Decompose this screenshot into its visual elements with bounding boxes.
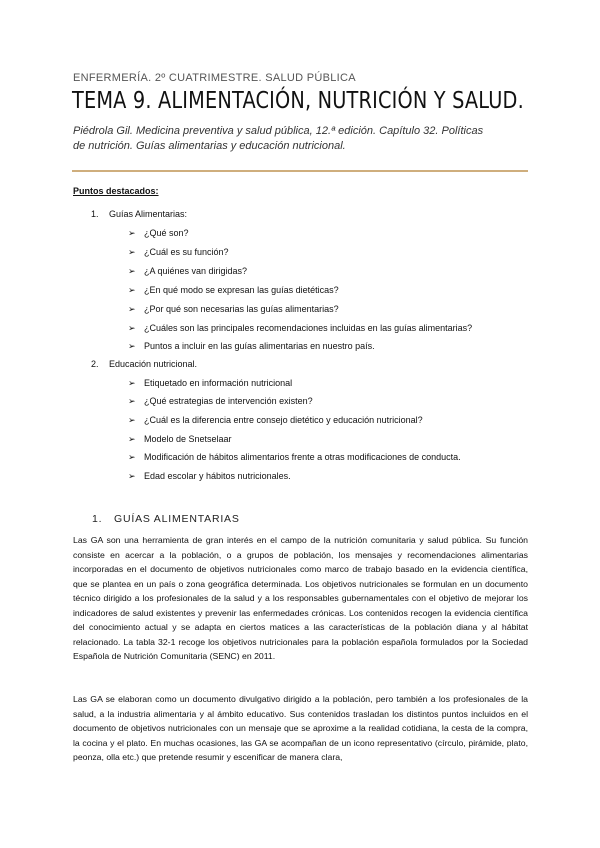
outline-section-label: Guías Alimentarias: <box>109 209 188 219</box>
arrowhead-bullet-icon: ➢ <box>128 471 136 481</box>
outline-section-2 <box>91 359 197 369</box>
list-item <box>128 471 291 482</box>
list-item-text: ¿Por qué son necesarias las guías alimentarias? <box>144 304 339 314</box>
arrowhead-bullet-icon: ➢ <box>128 452 136 462</box>
list-item-text: ¿Qué estrategias de intervención existen? <box>144 396 313 406</box>
section-heading <box>92 513 240 525</box>
arrowhead-bullet-icon: ➢ <box>128 378 136 388</box>
arrowhead-bullet-icon: ➢ <box>128 434 136 444</box>
section-number: 1. <box>92 513 103 525</box>
list-item <box>128 323 472 334</box>
section-title: GUÍAS ALIMENTARIAS <box>114 513 240 525</box>
arrowhead-bullet-icon: ➢ <box>128 323 136 333</box>
arrowhead-bullet-icon: ➢ <box>128 396 136 406</box>
list-item-text: Modificación de hábitos alimentarios frente a otras modificaciones de conducta. <box>144 452 461 462</box>
page-title: TEMA 9. ALIMENTACIÓN, NUTRICIÓN Y SALUD. <box>72 88 524 114</box>
body-paragraph-1: Las GA son una herramienta de gran interés en el campo de la nutrición comunitaria y salud pública. Su función consiste en acercar a la población, o a grupos de población, los mensajes y recomendaciones alimentarias incorporadas en el documento de objetivos nutricionales como marco de trabajo basado en la evidencia científica, que se plantea en un país o zona geográfica determinada. Los objetivos nutricionales se formulan en un documento técnico dirigido a los profesionales de la salud y a los responsables gubernamentales con el objetivo de mejorar los indicadores de salud existentes y prevenir las enfermedades crónicas. Los contenidos recogen la evidencia científica del conocimiento actual y se adapta en ciertos matices a las características de la población diana y al hábitat relacionado. La tabla 32-1 recoge los objetivos nutricionales para la población española formulados por la Sociedad Española de Nutrición Comunitaria (SENC) en 2011. <box>73 535 528 661</box>
list-item <box>128 378 292 389</box>
list-item-text: ¿Cuál es la diferencia entre consejo dietético y educación nutricional? <box>144 415 423 425</box>
outline-section-number: 2. <box>91 359 99 369</box>
course-header: ENFERMERÍA. 2º CUATRIMESTRE. SALUD PÚBLICA <box>73 72 356 84</box>
list-item-text: ¿En qué modo se expresan las guías dietéticas? <box>144 285 339 295</box>
list-item <box>128 452 461 463</box>
outline-section-label: Educación nutricional. <box>109 359 198 369</box>
body-paragraph-2: Las GA se elaboran como un documento divulgativo dirigido a la población, pero también a los profesionales de la salud, a la industria alimentaria y al ámbito educativo. Sus contenidos trasladan los distintos puntos incluidos en el documento de objetivos nutricionales con un mensaje que se aproxime a la realidad cotidiana, la cesta de la compra, la cocina y el plato. En muchas ocasiones, las GA se acompañan de un icono representativo (círculo, pirámide, plato, peonza, olla etc.) que pretende resumir y escenificar de manera clara, <box>73 694 528 762</box>
list-item-text: Puntos a incluir en las guías alimentarias en nuestro país. <box>144 341 375 351</box>
list-item-text: Modelo de Snetselaar <box>144 434 232 444</box>
outline-section-number: 1. <box>91 209 99 219</box>
list-item <box>128 304 339 315</box>
list-item-text: Edad escolar y hábitos nutricionales. <box>144 471 291 481</box>
arrowhead-bullet-icon: ➢ <box>128 247 136 257</box>
list-item <box>128 341 375 352</box>
list-item <box>128 228 189 239</box>
list-item-text: ¿Qué son? <box>144 228 189 238</box>
arrowhead-bullet-icon: ➢ <box>128 266 136 276</box>
arrowhead-bullet-icon: ➢ <box>128 341 136 351</box>
arrowhead-bullet-icon: ➢ <box>128 304 136 314</box>
list-item <box>128 434 232 445</box>
outline-section-1 <box>91 209 187 219</box>
list-item-text: ¿Cuáles son las principales recomendaciones incluidas en las guías alimentarias? <box>144 323 473 333</box>
arrowhead-bullet-icon: ➢ <box>128 415 136 425</box>
list-item <box>128 285 339 296</box>
outline-heading: Puntos destacados: <box>73 186 159 196</box>
arrowhead-bullet-icon: ➢ <box>128 285 136 295</box>
list-item <box>128 247 229 258</box>
list-item-text: ¿Cuál es su función? <box>144 247 229 257</box>
list-item-text: Etiquetado en información nutricional <box>144 378 293 388</box>
title-divider <box>72 170 528 172</box>
arrowhead-bullet-icon: ➢ <box>128 228 136 238</box>
list-item-text: ¿A quiénes van dirigidas? <box>144 266 248 276</box>
list-item <box>128 396 313 407</box>
source-reference: Piédrola Gil. Medicina preventiva y salud pública, 12.ª edición. Capítulo 32. Políticas de nutrición. Guías alimentarias y educación nutricional. <box>73 125 484 152</box>
list-item <box>128 415 423 426</box>
list-item <box>128 266 247 277</box>
